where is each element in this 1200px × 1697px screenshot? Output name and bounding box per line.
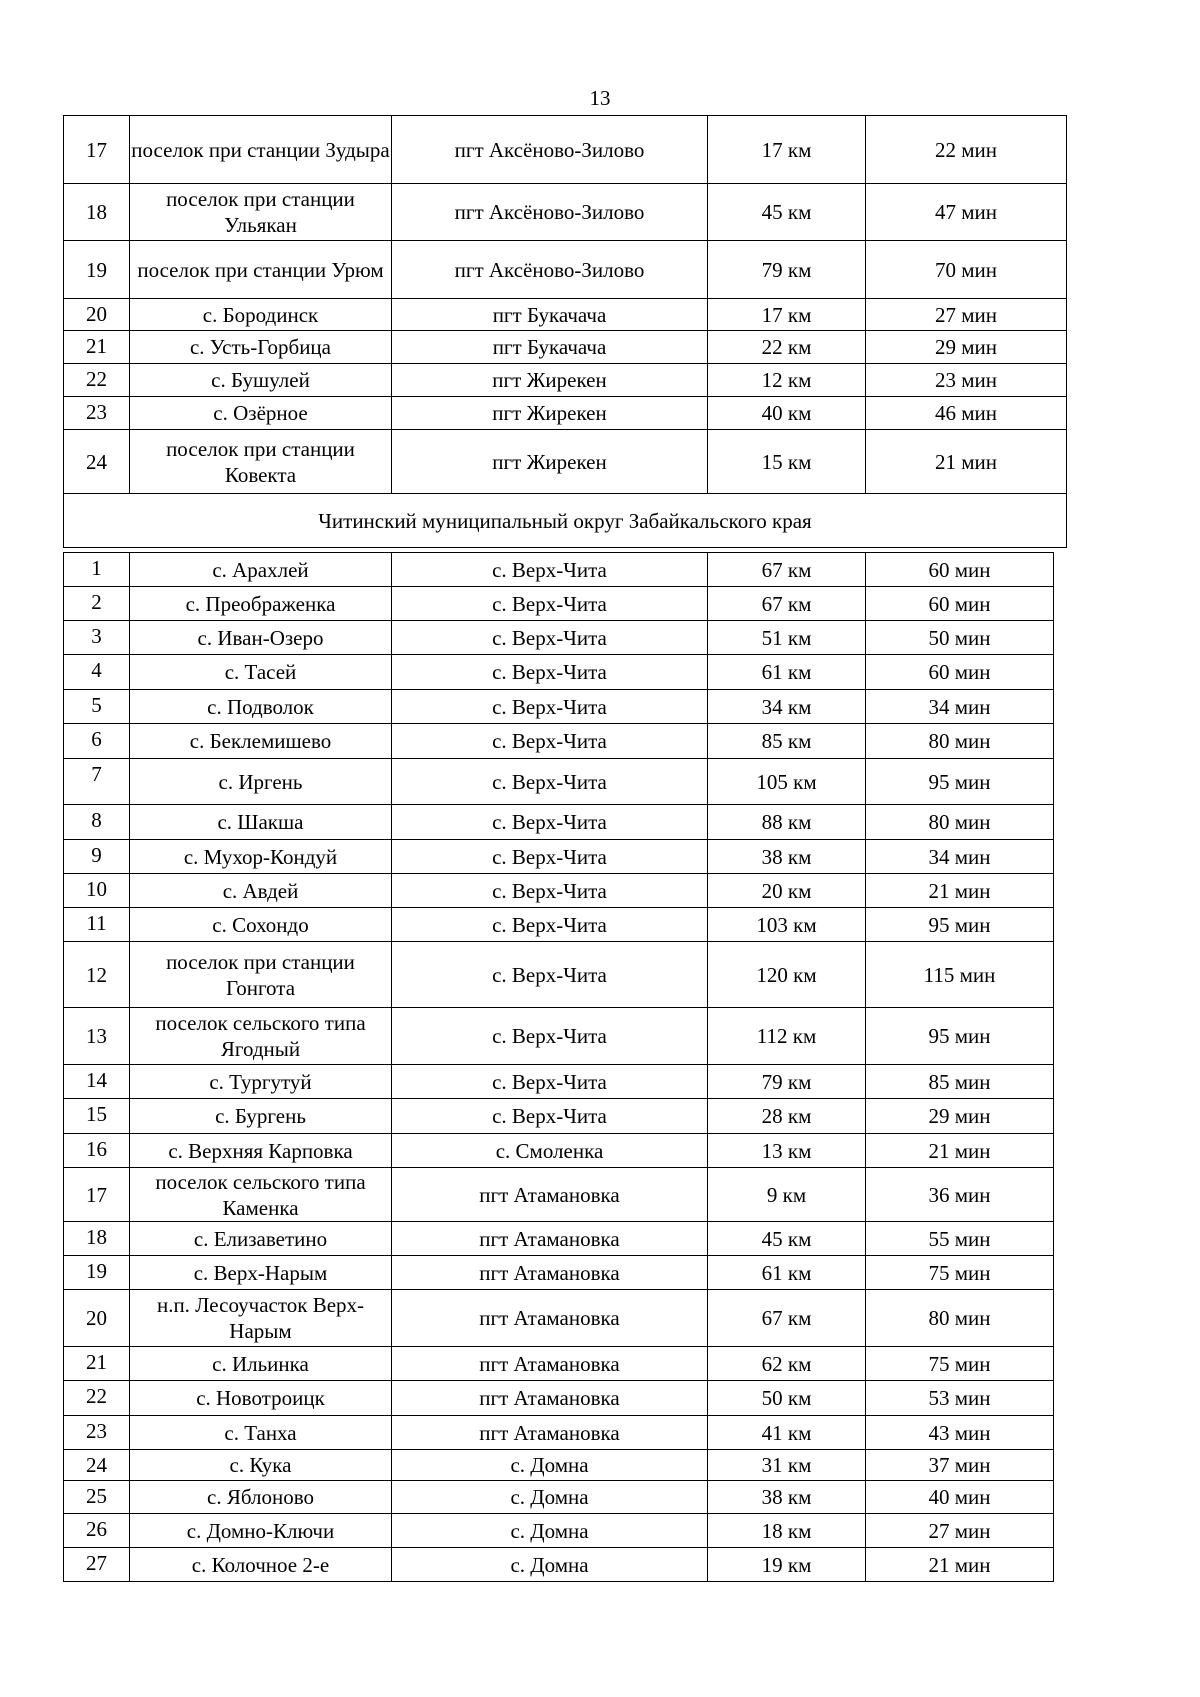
- center-name: с. Верх-Чита: [392, 805, 708, 840]
- table-row: [64, 116, 1067, 184]
- distance-value: 18 км: [708, 1514, 866, 1548]
- center-name: с. Верх-Чита: [392, 759, 708, 805]
- center-name: с. Верх-Чита: [392, 874, 708, 908]
- distance-value: 9 км: [708, 1168, 866, 1222]
- travel-time: 29 мин: [866, 331, 1067, 364]
- row-number: 23: [64, 397, 130, 430]
- center-name: пгт Атамановка: [392, 1290, 708, 1347]
- row-number: 10: [64, 874, 130, 908]
- distance-value: 67 км: [708, 587, 866, 621]
- settlement-name: поселок сельского типа Ягодный: [130, 1008, 392, 1065]
- distance-value: 15 км: [708, 430, 866, 494]
- center-name: пгт Аксёново-Зилово: [392, 241, 708, 299]
- settlement-name: с. Арахлей: [130, 553, 392, 587]
- section-title-row: [64, 494, 1067, 548]
- table-row: [64, 942, 1054, 1008]
- center-name: пгт Атамановка: [392, 1347, 708, 1381]
- center-name: с. Верх-Чита: [392, 1008, 708, 1065]
- page-number: 13: [589, 86, 611, 110]
- row-number: 6: [64, 724, 130, 759]
- distance-value: 50 км: [708, 1381, 866, 1416]
- travel-time: 53 мин: [866, 1381, 1054, 1416]
- table-row: [64, 1514, 1054, 1548]
- settlement-name: поселок при станции Ковекта: [130, 430, 392, 494]
- row-number: 27: [64, 1548, 130, 1582]
- travel-time: 60 мин: [866, 553, 1054, 587]
- settlement-name: с. Колочное 2-е: [130, 1548, 392, 1582]
- row-number: 25: [64, 1481, 130, 1514]
- table-row: [64, 1381, 1054, 1416]
- settlement-name: поселок при станции Урюм: [130, 241, 392, 299]
- center-name: с. Домна: [392, 1481, 708, 1514]
- row-number: 22: [64, 364, 130, 397]
- table-row: [64, 759, 1054, 805]
- travel-time: 95 мин: [866, 759, 1054, 805]
- travel-time: 43 мин: [866, 1416, 1054, 1450]
- distance-value: 20 км: [708, 874, 866, 908]
- row-number: 1: [64, 553, 130, 587]
- row-number: 4: [64, 655, 130, 690]
- row-number: 13: [64, 1008, 130, 1065]
- distance-value: 61 км: [708, 1256, 866, 1290]
- row-number: 17: [64, 1168, 130, 1222]
- settlement-name: с. Усть-Горбица: [130, 331, 392, 364]
- table-row: [64, 241, 1067, 299]
- table-row: [64, 1099, 1054, 1134]
- travel-time: 75 мин: [866, 1347, 1054, 1381]
- table-row: [64, 331, 1067, 364]
- center-name: с. Верх-Чита: [392, 1099, 708, 1134]
- table-row: [64, 724, 1054, 759]
- distance-value: 45 км: [708, 184, 866, 241]
- row-number: 8: [64, 805, 130, 840]
- table-row: [64, 1065, 1054, 1099]
- table-row: [64, 397, 1067, 430]
- table-row: [64, 874, 1054, 908]
- distance-value: 40 км: [708, 397, 866, 430]
- center-name: с. Верх-Чита: [392, 690, 708, 724]
- row-number: 19: [64, 1256, 130, 1290]
- distance-value: 112 км: [708, 1008, 866, 1065]
- travel-time: 21 мин: [866, 1134, 1054, 1168]
- settlement-name: с. Домно-Ключи: [130, 1514, 392, 1548]
- row-number: 24: [64, 430, 130, 494]
- distance-value: 34 км: [708, 690, 866, 724]
- row-number: 2: [64, 587, 130, 621]
- settlement-name: с. Мухор-Кондуй: [130, 840, 392, 874]
- row-number: 22: [64, 1381, 130, 1416]
- travel-time: 85 мин: [866, 1065, 1054, 1099]
- travel-time: 27 мин: [866, 1514, 1054, 1548]
- row-number: 21: [64, 1347, 130, 1381]
- travel-time: 37 мин: [866, 1450, 1054, 1481]
- settlement-name: с. Шакша: [130, 805, 392, 840]
- row-number: 9: [64, 840, 130, 874]
- center-name: пгт Аксёново-Зилово: [392, 116, 708, 184]
- table-row: [64, 805, 1054, 840]
- travel-time: 95 мин: [866, 1008, 1054, 1065]
- table-row: [64, 587, 1054, 621]
- settlement-name: с. Бушулей: [130, 364, 392, 397]
- settlement-name: с. Елизаветино: [130, 1222, 392, 1256]
- row-number: 16: [64, 1134, 130, 1168]
- table-row: [64, 430, 1067, 494]
- settlement-name: с. Бородинск: [130, 299, 392, 331]
- row-number: 7: [64, 759, 130, 805]
- center-name: пгт Атамановка: [392, 1416, 708, 1450]
- center-name: с. Верх-Чита: [392, 908, 708, 942]
- table-row: [64, 1168, 1054, 1222]
- distance-value: 12 км: [708, 364, 866, 397]
- chita-district-table: [63, 552, 1054, 1582]
- row-number: 19: [64, 241, 130, 299]
- travel-time: 70 мин: [866, 241, 1067, 299]
- settlement-name: с. Тургутуй: [130, 1065, 392, 1099]
- center-name: с. Верх-Чита: [392, 553, 708, 587]
- settlement-name: поселок при станции Гонгота: [130, 942, 392, 1008]
- distance-value: 67 км: [708, 553, 866, 587]
- settlement-name: поселок при станции Зудыра: [130, 116, 392, 184]
- settlement-name: с. Яблоново: [130, 1481, 392, 1514]
- travel-time: 23 мин: [866, 364, 1067, 397]
- center-name: с. Верх-Чита: [392, 724, 708, 759]
- row-number: 21: [64, 331, 130, 364]
- row-number: 15: [64, 1099, 130, 1134]
- row-number: 17: [64, 116, 130, 184]
- settlement-name: с. Беклемишево: [130, 724, 392, 759]
- distance-value: 28 км: [708, 1099, 866, 1134]
- center-name: с. Верх-Чита: [392, 840, 708, 874]
- settlement-name: с. Подволок: [130, 690, 392, 724]
- travel-time: 75 мин: [866, 1256, 1054, 1290]
- distance-value: 38 км: [708, 1481, 866, 1514]
- row-number: 18: [64, 184, 130, 241]
- center-name: пгт Жирекен: [392, 364, 708, 397]
- center-name: пгт Букачача: [392, 331, 708, 364]
- settlements-table-continued: [63, 115, 1067, 548]
- table-row: [64, 1450, 1054, 1481]
- center-name: пгт Атамановка: [392, 1168, 708, 1222]
- travel-time: 40 мин: [866, 1481, 1054, 1514]
- distance-value: 120 км: [708, 942, 866, 1008]
- table-row: [64, 1008, 1054, 1065]
- center-name: с. Верх-Чита: [392, 942, 708, 1008]
- center-name: с. Домна: [392, 1450, 708, 1481]
- center-name: с. Домна: [392, 1548, 708, 1582]
- distance-value: 13 км: [708, 1134, 866, 1168]
- settlement-name: с. Преображенка: [130, 587, 392, 621]
- row-number: 5: [64, 690, 130, 724]
- center-name: с. Верх-Чита: [392, 655, 708, 690]
- center-name: с. Верх-Чита: [392, 587, 708, 621]
- table-row: [64, 908, 1054, 942]
- travel-time: 50 мин: [866, 621, 1054, 655]
- table-row: [64, 1290, 1054, 1347]
- travel-time: 21 мин: [866, 430, 1067, 494]
- center-name: пгт Аксёново-Зилово: [392, 184, 708, 241]
- center-name: пгт Атамановка: [392, 1256, 708, 1290]
- distance-value: 67 км: [708, 1290, 866, 1347]
- distance-value: 17 км: [708, 116, 866, 184]
- distance-value: 17 км: [708, 299, 866, 331]
- distance-value: 22 км: [708, 331, 866, 364]
- row-number: 24: [64, 1450, 130, 1481]
- table-row: [64, 690, 1054, 724]
- travel-time: 22 мин: [866, 116, 1067, 184]
- settlement-name: поселок при станции Ульякан: [130, 184, 392, 241]
- travel-time: 36 мин: [866, 1168, 1054, 1222]
- travel-time: 95 мин: [866, 908, 1054, 942]
- travel-time: 21 мин: [866, 874, 1054, 908]
- distance-value: 51 км: [708, 621, 866, 655]
- row-number: 26: [64, 1514, 130, 1548]
- travel-time: 60 мин: [866, 655, 1054, 690]
- row-number: 12: [64, 942, 130, 1008]
- distance-value: 105 км: [708, 759, 866, 805]
- table-row: [64, 1416, 1054, 1450]
- row-number: 20: [64, 1290, 130, 1347]
- travel-time: 80 мин: [866, 805, 1054, 840]
- distance-value: 41 км: [708, 1416, 866, 1450]
- row-number: 14: [64, 1065, 130, 1099]
- settlement-name: с. Верх-Нарым: [130, 1256, 392, 1290]
- row-number: 23: [64, 1416, 130, 1450]
- table-row: [64, 364, 1067, 397]
- settlement-name: с. Озёрное: [130, 397, 392, 430]
- travel-time: 60 мин: [866, 587, 1054, 621]
- travel-time: 34 мин: [866, 840, 1054, 874]
- section-title: Читинский муниципальный округ Забайкальского края: [64, 494, 1067, 548]
- distance-value: 79 км: [708, 1065, 866, 1099]
- distance-value: 31 км: [708, 1450, 866, 1481]
- table-row: [64, 1256, 1054, 1290]
- travel-time: 80 мин: [866, 1290, 1054, 1347]
- distance-value: 38 км: [708, 840, 866, 874]
- settlement-name: с. Сохондо: [130, 908, 392, 942]
- travel-time: 46 мин: [866, 397, 1067, 430]
- row-number: 18: [64, 1222, 130, 1256]
- distance-value: 103 км: [708, 908, 866, 942]
- center-name: пгт Жирекен: [392, 397, 708, 430]
- distance-value: 19 км: [708, 1548, 866, 1582]
- center-name: пгт Атамановка: [392, 1222, 708, 1256]
- travel-time: 27 мин: [866, 299, 1067, 331]
- travel-time: 34 мин: [866, 690, 1054, 724]
- settlement-name: с. Иван-Озеро: [130, 621, 392, 655]
- travel-time: 55 мин: [866, 1222, 1054, 1256]
- table-row: [64, 1548, 1054, 1582]
- center-name: пгт Жирекен: [392, 430, 708, 494]
- travel-time: 115 мин: [866, 942, 1054, 1008]
- table-row: [64, 553, 1054, 587]
- center-name: пгт Атамановка: [392, 1381, 708, 1416]
- distance-value: 79 км: [708, 241, 866, 299]
- table-row: [64, 1481, 1054, 1514]
- settlement-name: с. Бургень: [130, 1099, 392, 1134]
- distance-value: 85 км: [708, 724, 866, 759]
- center-name: с. Верх-Чита: [392, 621, 708, 655]
- settlement-name: с. Авдей: [130, 874, 392, 908]
- settlement-name: с. Кука: [130, 1450, 392, 1481]
- table-row: [64, 621, 1054, 655]
- distance-value: 45 км: [708, 1222, 866, 1256]
- settlement-name: с. Иргень: [130, 759, 392, 805]
- table-row: [64, 1347, 1054, 1381]
- settlement-name: с. Тасей: [130, 655, 392, 690]
- table-row: [64, 655, 1054, 690]
- travel-time: 29 мин: [866, 1099, 1054, 1134]
- table-row: [64, 1134, 1054, 1168]
- center-name: пгт Букачача: [392, 299, 708, 331]
- travel-time: 21 мин: [866, 1548, 1054, 1582]
- row-number: 3: [64, 621, 130, 655]
- settlement-name: с. Верхняя Карповка: [130, 1134, 392, 1168]
- table-row: [64, 299, 1067, 331]
- settlement-name: поселок сельского типа Каменка: [130, 1168, 392, 1222]
- settlement-name: с. Новотроицк: [130, 1381, 392, 1416]
- travel-time: 47 мин: [866, 184, 1067, 241]
- distance-value: 88 км: [708, 805, 866, 840]
- distance-value: 62 км: [708, 1347, 866, 1381]
- table-row: [64, 840, 1054, 874]
- table-row: [64, 184, 1067, 241]
- travel-time: 80 мин: [866, 724, 1054, 759]
- settlement-name: н.п. Лесоучасток Верх-Нарым: [130, 1290, 392, 1347]
- row-number: 11: [64, 908, 130, 942]
- row-number: 20: [64, 299, 130, 331]
- distance-value: 61 км: [708, 655, 866, 690]
- settlement-name: с. Танха: [130, 1416, 392, 1450]
- center-name: с. Смоленка: [392, 1134, 708, 1168]
- center-name: с. Домна: [392, 1514, 708, 1548]
- center-name: с. Верх-Чита: [392, 1065, 708, 1099]
- settlement-name: с. Ильинка: [130, 1347, 392, 1381]
- table-row: [64, 1222, 1054, 1256]
